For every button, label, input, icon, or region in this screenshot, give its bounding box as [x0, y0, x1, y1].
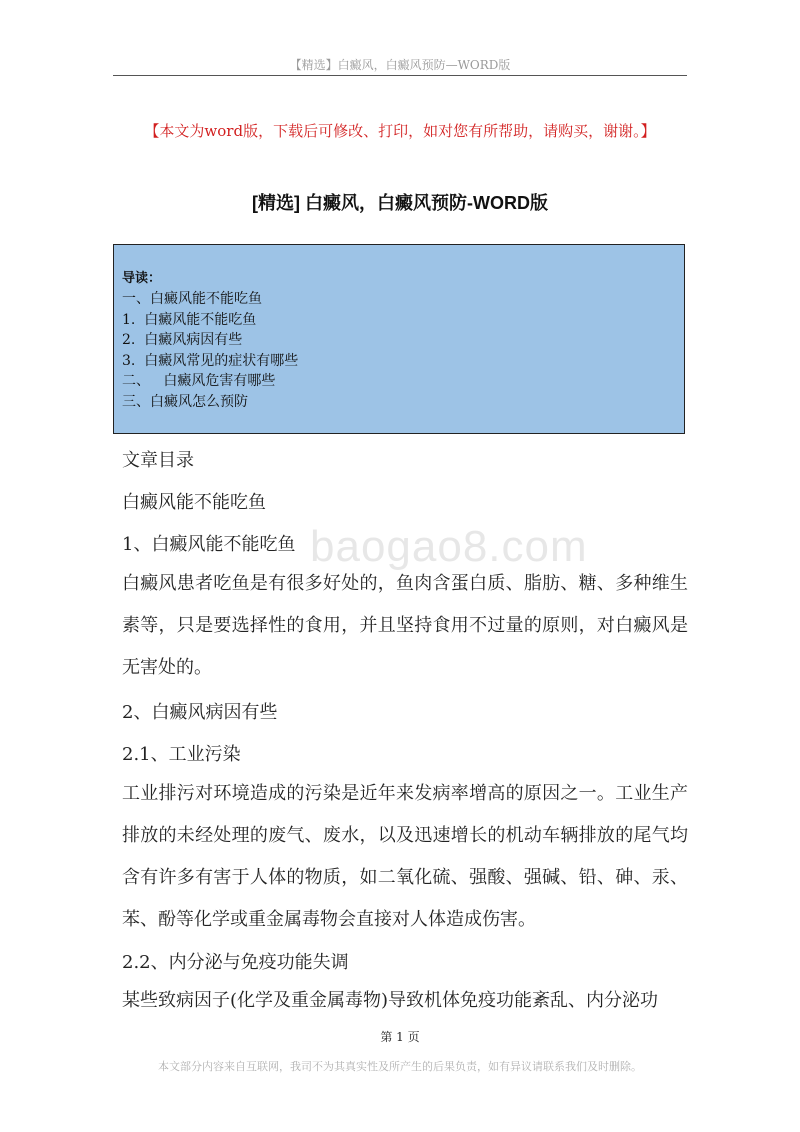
guide-item: 二、 白癜风危害有哪些 [122, 373, 276, 389]
page-header: 【精选】白癜风，白癜风预防—WORD版 [289, 58, 511, 72]
toc-label: 文章目录 [122, 450, 194, 471]
guide-heading: 导读： [122, 270, 162, 285]
watermark: baogao8.com [310, 522, 588, 571]
guide-item: 3. 白癜风常见的症状有哪些 [122, 352, 299, 369]
paragraph: 工业排污对环境造成的污染是近年来发病率增高的原因之一。工业生产排放的未经处理的废气、废水，以及迅速增长的机动车辆排放的尾气均含有许多有害于人体的物质，如二氧化硫、强酸、强碱、铅、砷、汞、苯、酚等化学或重金属毒物会直接对人体造成伤害。 [122, 783, 688, 930]
guide-box [113, 244, 685, 434]
document-title: [精选] 白癜风，白癜风预防-WORD版 [252, 193, 548, 213]
subheading: 1、白癜风能不能吃鱼 [122, 534, 296, 555]
paragraph: 某些致病因子(化学及重金属毒物)导致机体免疫功能紊乱、内分泌功 [122, 990, 659, 1011]
paragraph: 白癜风患者吃鱼是有很多好处的，鱼肉含蛋白质、脂肪、糖、多种维生素等，只是要选择性的食用，并且坚持食用不过量的原则，对白癜风是无害处的。 [122, 573, 688, 678]
page-number: 第 1 页 [380, 1030, 420, 1044]
guide-item: 三、白癜风怎么预防 [122, 393, 248, 410]
purchase-notice: 【本文为word版，下载后可修改、打印，如对您有所帮助，请购买，谢谢。】 [144, 122, 656, 140]
guide-item: 一、白癜风能不能吃鱼 [122, 291, 262, 307]
subheading: 2.1、工业污染 [122, 744, 241, 765]
footer-disclaimer: 本文部分内容来自互联网，我司不为其真实性及所产生的后果负责，如有异议请联系我们及时删除。 [158, 1060, 642, 1073]
section-heading: 白癜风能不能吃鱼 [122, 492, 266, 513]
guide-item: 1. 白癜风能不能吃鱼 [122, 311, 257, 328]
subheading: 2.2、内分泌与免疫功能失调 [122, 952, 349, 973]
header-divider [113, 75, 687, 76]
guide-item: 2. 白癜风病因有些 [122, 332, 243, 348]
subheading: 2、白癜风病因有些 [122, 702, 278, 723]
